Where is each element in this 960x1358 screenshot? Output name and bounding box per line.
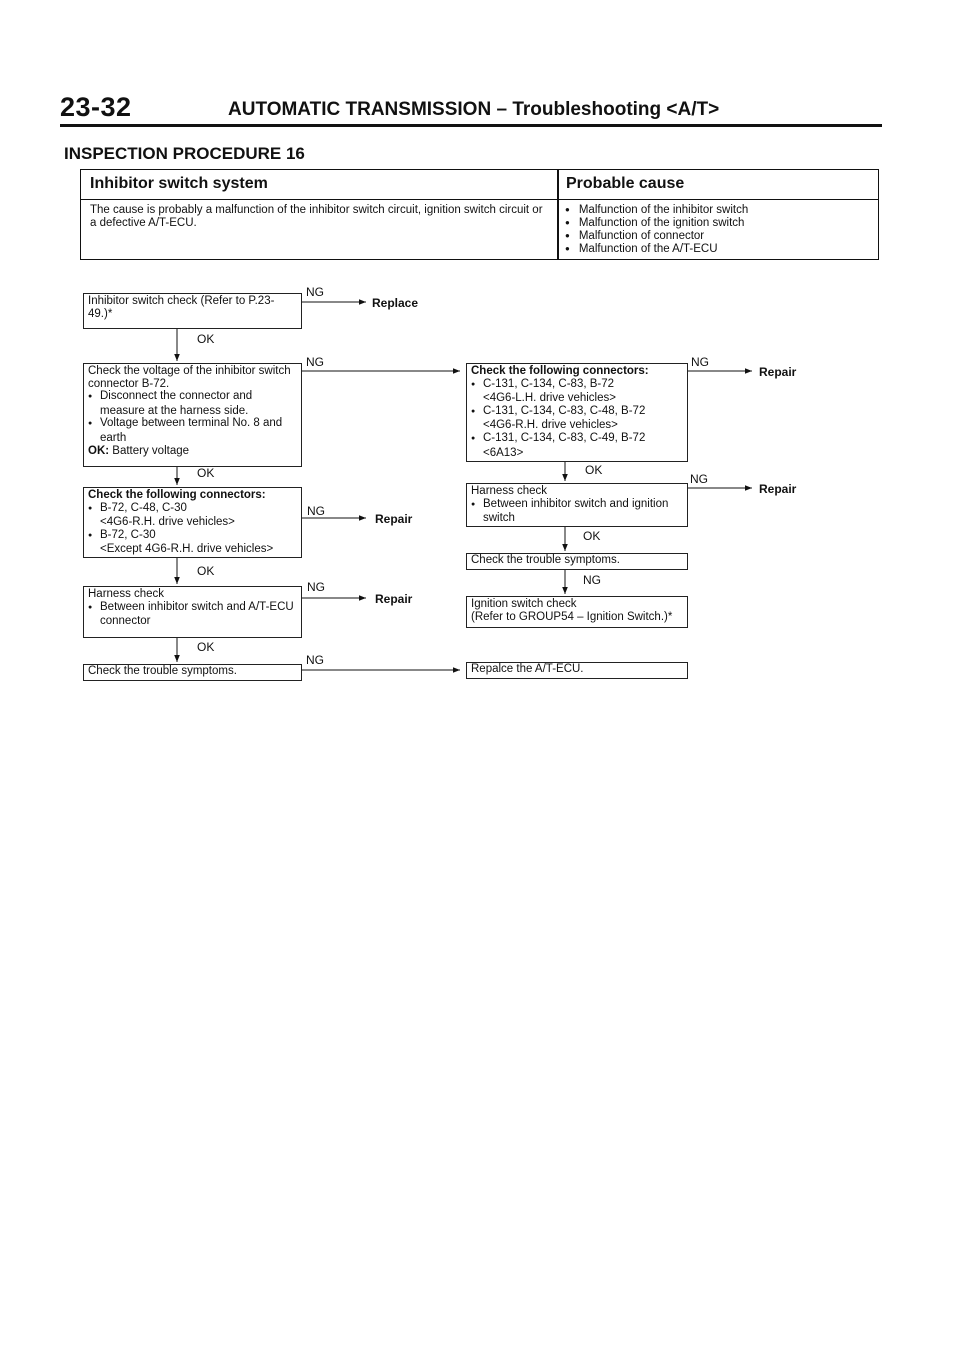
ng-label: NG <box>306 653 324 667</box>
ok-label: OK <box>585 463 603 477</box>
step-item: ● Voltage between terminal No. 8 and earth <box>88 417 297 444</box>
ok-label: OK <box>197 466 215 480</box>
step-text: Repalce the A/T-ECU. <box>471 663 584 675</box>
voltage-check-step <box>83 363 302 467</box>
ng-label: NG <box>583 573 601 587</box>
cause-item: ● Malfunction of the A/T-ECU <box>565 243 875 256</box>
probable-cause-heading: Probable cause <box>566 175 685 192</box>
ng-label: NG <box>306 285 324 299</box>
step-title: Check the following connectors: <box>471 365 649 377</box>
replace-ecu-step <box>466 662 688 679</box>
step-item: ● C-131, C-134, C-83, B-72 <box>471 378 683 393</box>
ok-criterion-label: OK: <box>88 444 110 457</box>
step-item: ● C-131, C-134, C-83, C-49, B-72 <box>471 432 683 447</box>
ok-label: OK <box>583 529 601 543</box>
ng-label: NG <box>690 472 708 486</box>
step-text: (Refer to GROUP54 – Ignition Switch.)* <box>471 610 673 623</box>
step-text: Ignition switch check <box>471 598 577 610</box>
trouble-symptoms-step-right <box>466 553 688 570</box>
step-text: Check the voltage of the inhibitor switch connector B-72. <box>88 365 291 390</box>
ignition-switch-check-step <box>466 596 688 628</box>
section-title: AUTOMATIC TRANSMISSION <box>228 99 492 120</box>
step-note: <4G6-R.H. drive vehicles> <box>483 419 618 432</box>
ok-criterion-value: Battery voltage <box>112 444 190 457</box>
step-item: ● Between inhibitor switch and ignition switch <box>471 498 683 525</box>
result-repair: Repair <box>375 592 413 606</box>
page-number: 23-32 <box>60 92 132 122</box>
step-title: Harness check <box>88 588 165 600</box>
step-item: ● B-72, C-30 <box>88 529 297 544</box>
connector-check-step-right <box>466 363 688 462</box>
ok-label: OK <box>197 640 215 654</box>
harness-check-step-right <box>466 483 688 527</box>
ng-label: NG <box>307 580 325 594</box>
result-repair: Repair <box>375 512 413 526</box>
step-item: ● C-131, C-134, C-83, C-48, B-72 <box>471 405 683 420</box>
section-subtitle: – Troubleshooting <A/T> <box>496 99 720 120</box>
ng-label: NG <box>306 355 324 369</box>
harness-check-step-left <box>83 586 302 638</box>
step-note: <4G6-L.H. drive vehicles> <box>483 392 616 405</box>
step-text: Check the trouble symptoms. <box>471 554 620 566</box>
result-replace: Replace <box>372 296 419 310</box>
symptom-heading: Inhibitor switch system <box>90 175 268 192</box>
cause-item: ● Malfunction of connector <box>565 230 875 243</box>
ok-label: OK <box>197 332 215 346</box>
symptom-description: The cause is probably a malfunction of the inhibitor switch circuit, ignition switch circuit or a defective A/T-ECU. <box>90 204 543 229</box>
step-note: <4G6-R.H. drive vehicles> <box>100 516 235 529</box>
inhibitor-switch-check-step <box>83 293 302 329</box>
procedure-title: INSPECTION PROCEDURE 16 <box>64 144 305 163</box>
step-title: Harness check <box>471 485 548 497</box>
cause-item: ● Malfunction of the ignition switch <box>565 217 875 230</box>
ok-label: OK <box>197 564 215 578</box>
step-item: ● Disconnect the connector and measure at the harness side. <box>88 390 297 417</box>
result-repair: Repair <box>759 365 797 379</box>
step-text: Inhibitor switch check (Refer to P.23-49.)* <box>88 295 275 320</box>
step-note: <6A13> <box>483 446 524 459</box>
ng-label: NG <box>307 504 325 518</box>
connector-check-step-left <box>83 487 302 558</box>
step-text: Check the trouble symptoms. <box>88 665 237 677</box>
step-item: ● B-72, C-48, C-30 <box>88 502 297 517</box>
step-item: ● Between inhibitor switch and A/T-ECU connector <box>88 601 297 628</box>
step-note: <Except 4G6-R.H. drive vehicles> <box>100 543 274 556</box>
result-repair: Repair <box>759 482 797 496</box>
step-title: Check the following connectors: <box>88 489 266 501</box>
ok-criterion <box>88 445 297 458</box>
ng-label: NG <box>691 355 709 369</box>
trouble-symptoms-step-left <box>83 664 302 681</box>
cause-item: ● Malfunction of the inhibitor switch <box>565 204 875 217</box>
